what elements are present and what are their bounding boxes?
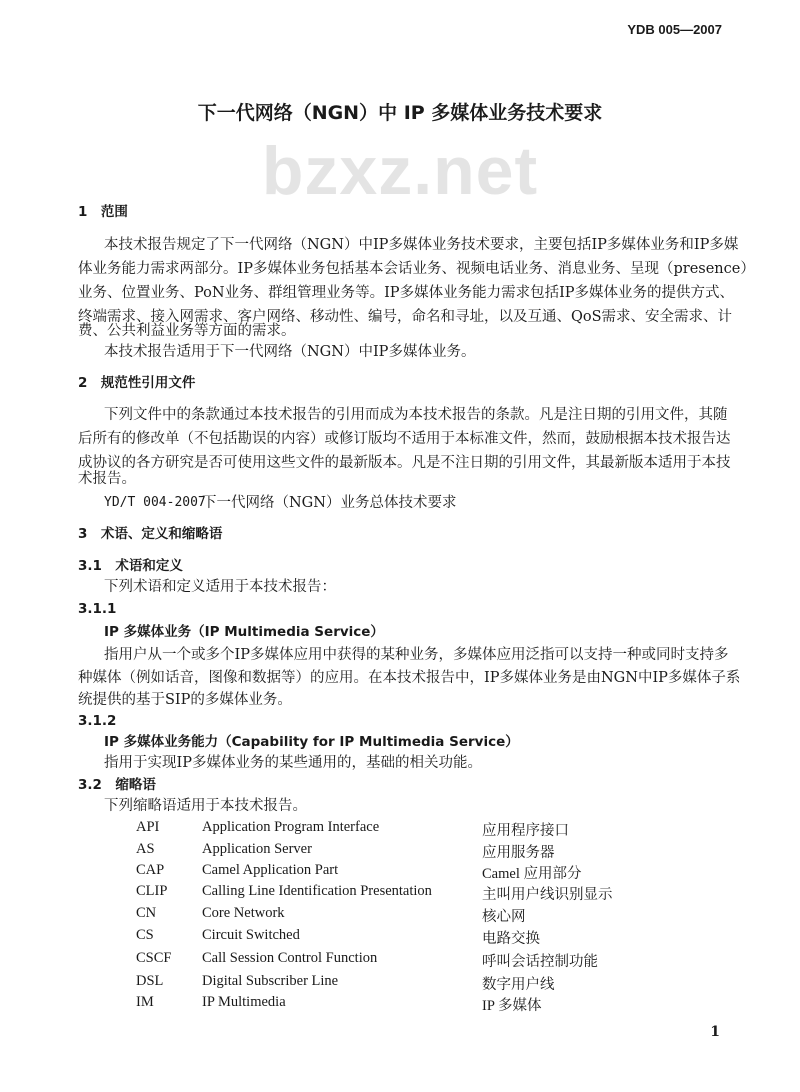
body-line: 终端需求、接入网需求、客户网络、移动性、编号，命名和寻址，以及互通、QoS需求、安全需求、计	[78, 309, 733, 325]
abbreviation-row	[0, 819, 800, 839]
abbr: DSL	[136, 973, 164, 989]
body-line: 指用户从一个或多个IP多媒体应用中获得的某种业务，多媒体应用泛指可以支持一种或同时支持多	[104, 647, 729, 663]
abbr: CN	[136, 905, 157, 921]
body-line: 指用于实现IP多媒体业务的某些通用的，基础的相关功能。	[104, 755, 482, 771]
term-title: IP 多媒体业务能力（Capability for IP Multimedia Service）	[104, 734, 519, 750]
abbr-english: Calling Line Identification Presentation	[202, 883, 432, 899]
abbr: CSCF	[136, 950, 172, 966]
abbr: CLIP	[136, 883, 168, 899]
abbr-english: Call Session Control Function	[202, 950, 378, 966]
abbreviation-row	[0, 905, 800, 925]
term-number: 3.1.2	[78, 713, 117, 729]
abbreviation-row	[0, 927, 800, 947]
abbr: AS	[136, 841, 155, 857]
standard-code: YDB 005—2007	[627, 22, 722, 37]
body-line: 统提供的基于SIP的多媒体业务。	[78, 692, 292, 708]
section-3-heading: 3 术语、定义和缩略语	[78, 526, 223, 542]
page-number: 1	[710, 1024, 720, 1040]
section-3-2-heading: 3.2 缩略语	[78, 777, 156, 793]
abbreviation-row	[0, 862, 800, 882]
body-line: 种媒体（例如话音，图像和数据等）的应用。在本技术报告中，IP多媒体业务是由NGN中IP多媒体子系	[78, 670, 741, 686]
abbr-english: Circuit Switched	[202, 927, 300, 943]
abbr-chinese: 应用服务器	[482, 845, 555, 861]
term-title: IP 多媒体业务（IP Multimedia Service）	[104, 624, 384, 640]
abbr: CS	[136, 927, 154, 943]
section-2-heading: 2 规范性引用文件	[78, 375, 196, 391]
abbreviation-row	[0, 841, 800, 861]
body-line: 业务、位置业务、PoN业务、群组管理业务等。IP多媒体业务能力需求包括IP多媒体业务的提供方式、	[78, 285, 735, 301]
abbreviation-row	[0, 994, 800, 1014]
body-line: 下列文件中的条款通过本技术报告的引用而成为本技术报告的条款。凡是注日期的引用文件，其随	[104, 407, 728, 423]
abbr: IM	[136, 994, 154, 1010]
abbr-chinese: 电路交换	[482, 931, 540, 947]
abbr-english: Application Program Interface	[202, 819, 380, 835]
body-line: 成协议的各方研究是否可使用这些文件的最新版本。凡是不注日期的引用文件，其最新版本适用于本技	[78, 455, 731, 471]
body-line: 体业务能力需求两部分。IP多媒体业务包括基本会话业务、视频电话业务、消息业务、呈现（presence）	[78, 261, 755, 277]
section-3-1-heading: 3.1 术语和定义	[78, 558, 183, 574]
watermark: bzxz.net	[261, 133, 539, 209]
term-number: 3.1.1	[78, 601, 117, 617]
abbreviation-row	[0, 973, 800, 993]
abbr-english: Digital Subscriber Line	[202, 973, 339, 989]
section-1-heading: 1 范围	[78, 204, 128, 220]
abbr-chinese: Camel 应用部分	[482, 866, 582, 882]
abbr: API	[136, 819, 160, 835]
body-line: 本技术报告规定了下一代网络（NGN）中IP多媒体业务技术要求，主要包括IP多媒体业务和IP多媒	[104, 237, 739, 253]
abbr-chinese: 呼叫会话控制功能	[482, 954, 598, 970]
abbr-english: Core Network	[202, 905, 285, 921]
reference-code: YD/T 004-2007	[104, 495, 206, 510]
abbr-chinese: 数字用户线	[482, 977, 555, 993]
document-title: 下一代网络（NGN）中 IP 多媒体业务技术要求	[197, 102, 603, 124]
abbr-english: Application Server	[202, 841, 312, 857]
abbr-chinese: 主叫用户线识别显示	[482, 887, 613, 903]
abbr-english: IP Multimedia	[202, 994, 286, 1010]
abbreviation-row	[0, 883, 800, 903]
body-line: 术报告。	[78, 471, 136, 487]
body-line: 本技术报告适用于下一代网络（NGN）中IP多媒体业务。	[104, 344, 476, 360]
abbreviation-row	[0, 950, 800, 970]
reference-title: 下一代网络（NGN）业务总体技术要求	[202, 495, 457, 511]
abbr-chinese: IP 多媒体	[482, 998, 542, 1014]
abbr: CAP	[136, 862, 165, 878]
abbr-chinese: 应用程序接口	[482, 823, 569, 839]
abbr-english: Camel Application Part	[202, 862, 339, 878]
body-line: 费、公共利益业务等方面的需求。	[78, 323, 296, 339]
body-line: 下列术语和定义适用于本技术报告：	[104, 579, 336, 595]
body-line: 下列缩略语适用于本技术报告。	[104, 798, 307, 814]
abbr-chinese: 核心网	[482, 909, 526, 925]
body-line: 后所有的修改单（不包括勘误的内容）或修订版均不适用于本标准文件，然而，鼓励根据本技术报告达	[78, 431, 731, 447]
